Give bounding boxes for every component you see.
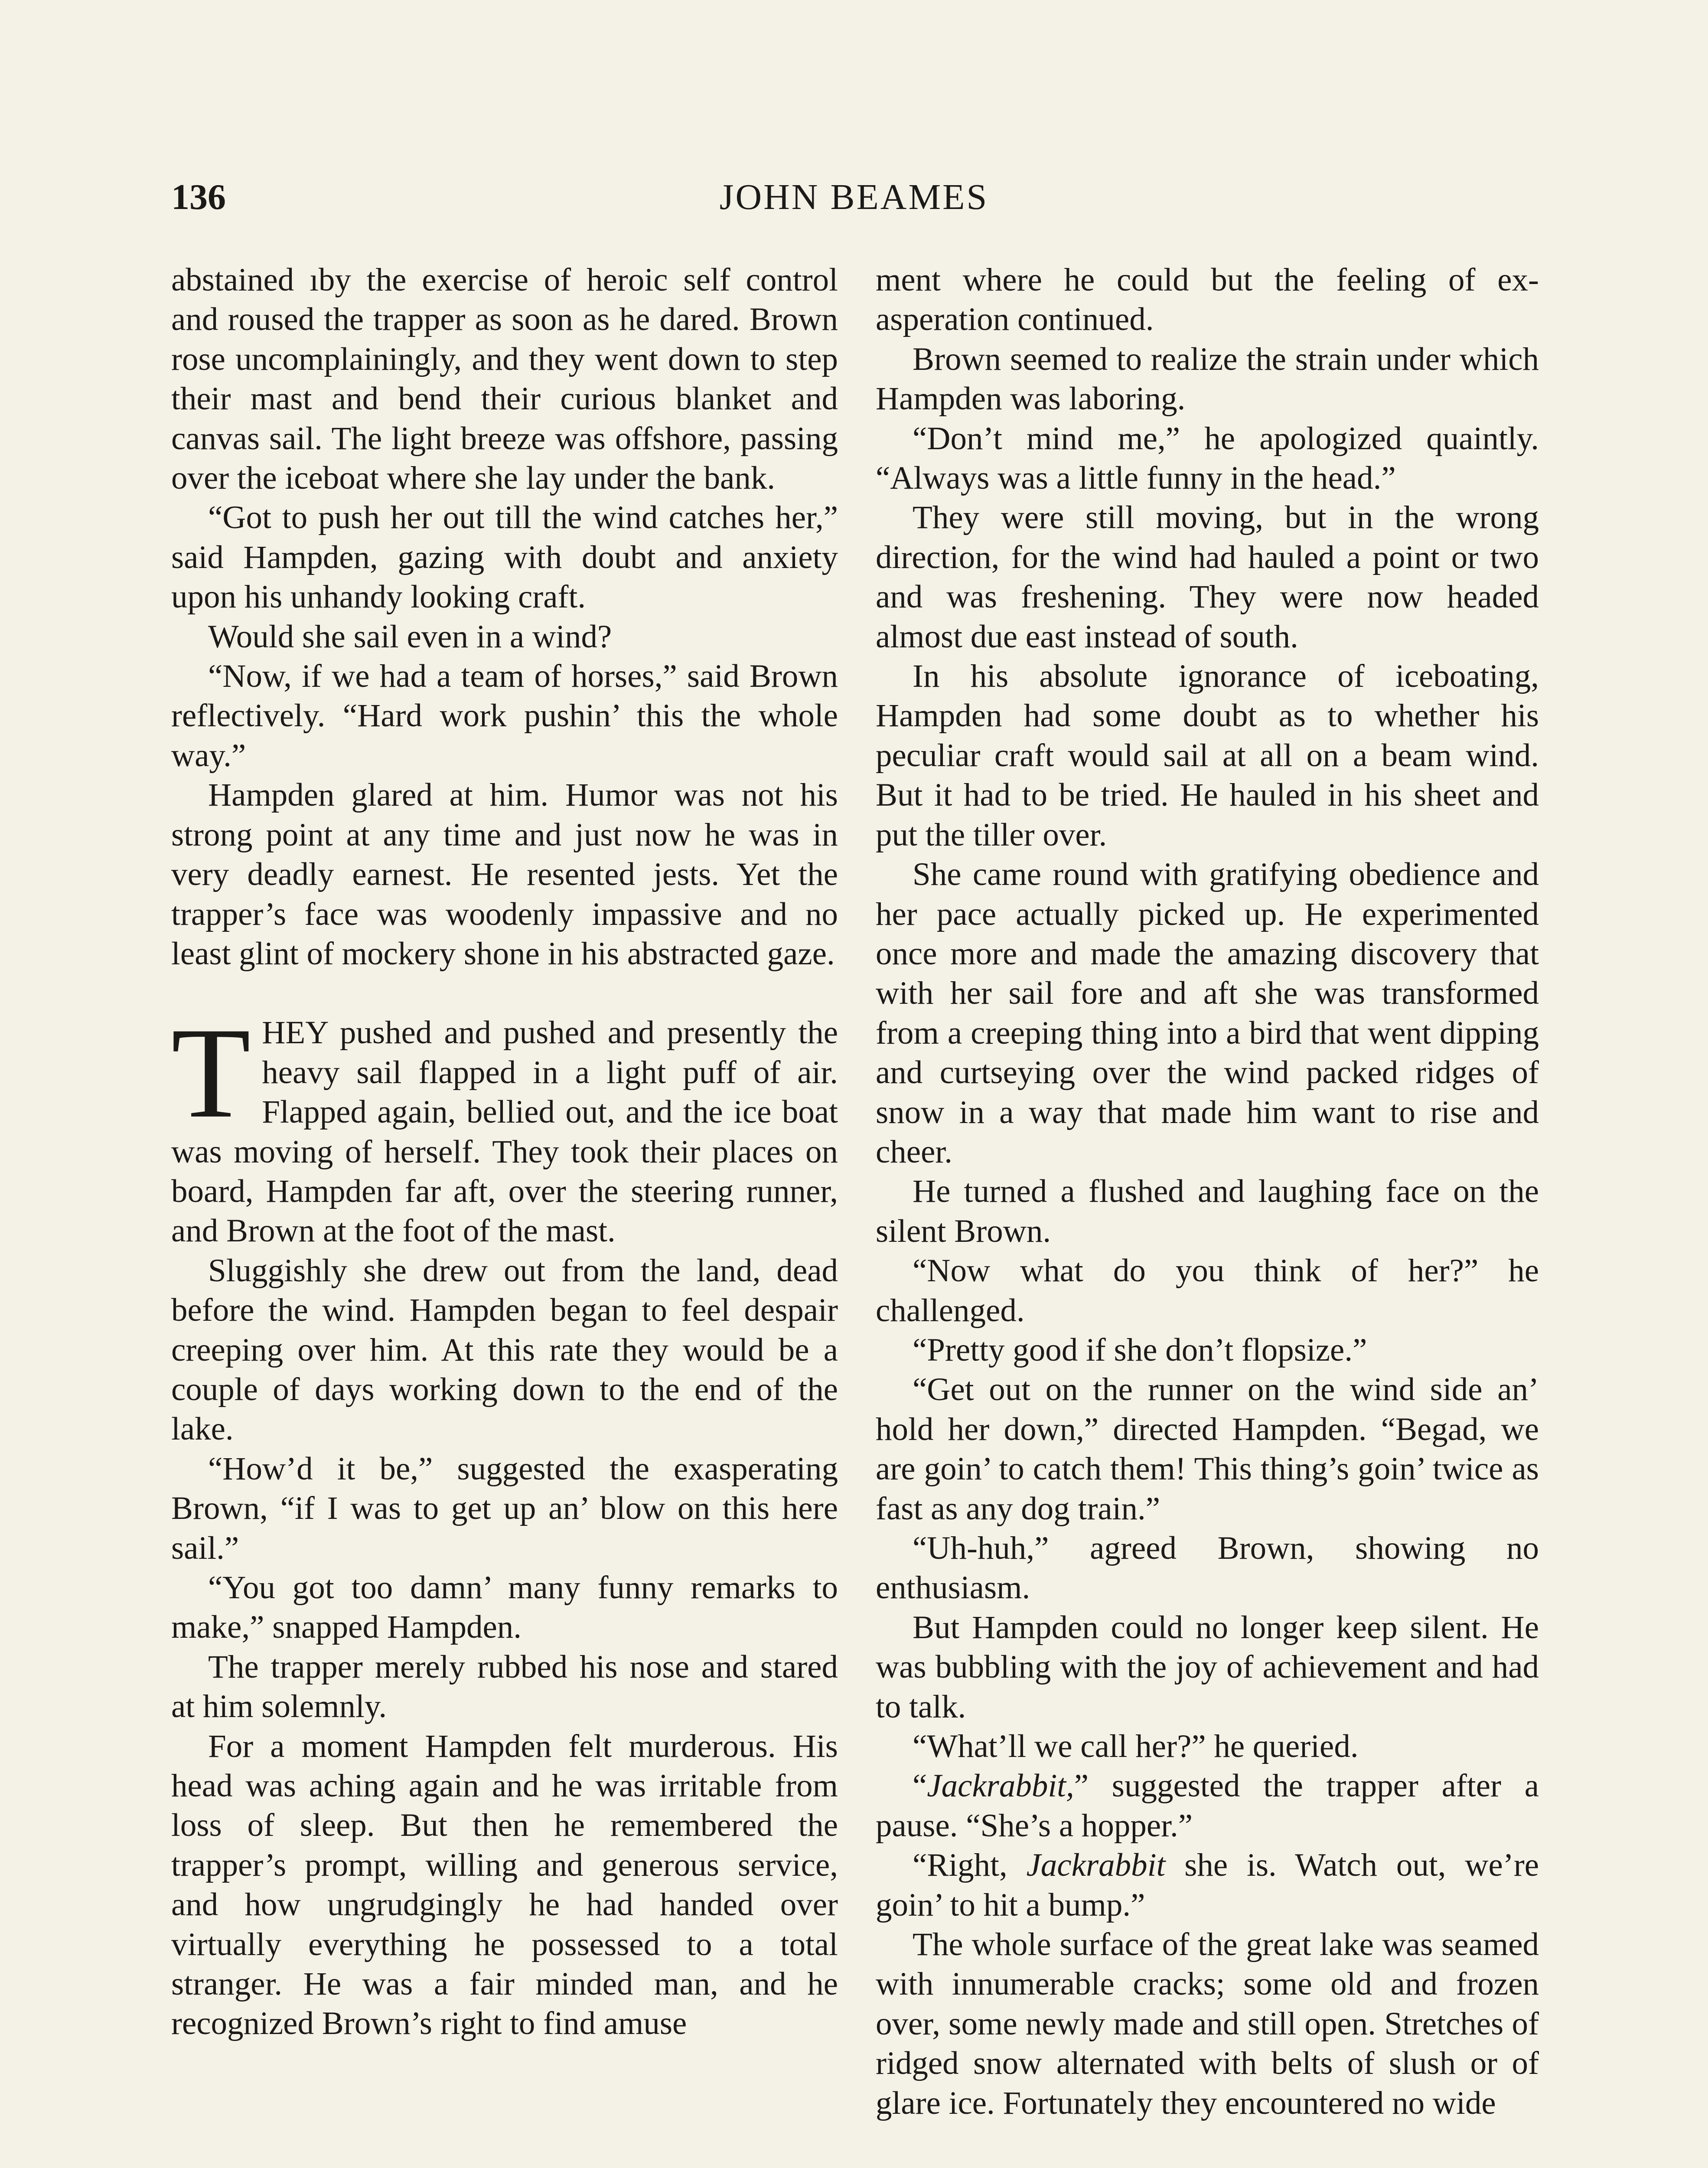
- paragraph: The trapper merely rubbed his nose and stared at him solemnly.: [171, 1649, 838, 1725]
- paragraph-jackrabbit-suggestion: [876, 1766, 1539, 1845]
- paragraph: But Hampden could no longer keep silent. He was bubbling with the joy of achievement and had to talk.: [876, 1609, 1539, 1725]
- paragraph: “Get out on the runner on the wind side an’ hold her down,” directed Hampden. “Begad, we are goin’ to catch them! This thing’s goin’ twice as fast as any dog train.”: [876, 1371, 1539, 1527]
- section-opening-paragraph: [171, 1001, 838, 1251]
- paragraph: “Now what do you think of her?” he challenged.: [876, 1253, 1539, 1329]
- paragraph: For a moment Hampden felt murderous. His head was aching again and he was irritable from loss of sleep. But then he remembered the trapper’s prompt, willing and generous service, and how ungrudgingly he had handed over virtually everything he possessed to a total stranger. He was a fair minded man, and he recognized Brown’s right to find amuse: [171, 1728, 838, 2042]
- paragraph: “Now, if we had a team of horses,” said Brown reflectively. “Hard work pushin’ this the whole way.”: [171, 658, 838, 774]
- paragraph-jackrabbit-reply: [876, 1845, 1539, 1925]
- paragraph: He turned a flushed and laughing face on the silent Brown.: [876, 1173, 1539, 1249]
- paragraph: “How’d it be,” suggested the exasperating Brown, “if I was to get up an’ blow on this here sail.”: [171, 1450, 838, 1566]
- paragraph: “You got too damn’ many funny remarks to make,” snapped Hampden.: [171, 1570, 838, 1646]
- paragraph: The whole surface of the great lake was seamed with innumerable cracks; some old and frozen over, some newly made and still open. Stretches of ridged snow alternated with belts of slush or of glare ice. Fortunately they encountered no wide: [876, 1926, 1539, 2121]
- paragraph-text: “Right,: [913, 1847, 1027, 1884]
- paragraph: abstained ıby the exercise of heroic self control and roused the trapper as soon as he dared. Brown rose uncomplainingly, and they went down to step their mast and bend their curious blanket and canvas sail. The light breeze was offshore, passing over the iceboat where she lay under the bank.: [171, 262, 838, 496]
- left-column: [171, 260, 838, 2168]
- right-column: [876, 260, 1539, 2168]
- paragraph-text: ” suggested the trapper after a pause. “She’s a hopper.”: [876, 1768, 1539, 1844]
- paragraph: ment where he could but the feeling of exasperation continued.: [876, 262, 1539, 338]
- drop-cap: T: [171, 1001, 251, 1145]
- section-opening-text: HEY pushed and pushed and presently the heavy sail flapped in a light puff of air. Flapped again, bellied out, and the ice boat was moving of herself. They took their places on board, Hampden far aft, over the steering runner, and Brown at the foot of the mast.: [171, 1015, 838, 1249]
- paragraph: “Pretty good if she don’t flopsize.”: [913, 1332, 1367, 1368]
- page-number: 136: [171, 177, 226, 217]
- paragraph: Would she sail even in a wind?: [208, 618, 612, 655]
- page-header: [171, 173, 1537, 221]
- paragraph-text: she is. Watch out, we’re goin’ to hit a bump.”: [876, 1847, 1539, 1923]
- paragraph: Brown seemed to realize the strain under which Hampden was laboring.: [876, 341, 1539, 417]
- paragraph: She came round with gratifying obedience and her pace actually picked up. He experimented once more and made the amazing discovery that with her sail fore and aft she was transformed from a creeping thing into a bird that went dipping and curtseying over the wind packed ridges of snow in a way that made him want to rise and cheer.: [876, 856, 1539, 1170]
- paragraph: “Don’t mind me,” he apologized quaintly. “Always was a little funny in the head.”: [876, 420, 1539, 496]
- quote-open: “: [913, 1768, 927, 1804]
- paragraph: “Uh-huh,” agreed Brown, showing no enthusiasm.: [876, 1530, 1539, 1606]
- paragraph: “What’ll we call her?” he queried.: [913, 1728, 1359, 1765]
- paragraph: “Got to push her out till the wind catches her,” said Hampden, gazing with doubt and anxiety upon his unhandy looking craft.: [171, 500, 838, 615]
- italic-name: Jackrabbit,: [927, 1768, 1074, 1804]
- paragraph: In his absolute ignorance of iceboating, Hampden had some doubt as to whether his peculiar craft would sail at all on a beam wind. But it had to be tried. He hauled in his sheet and put the tiller over.: [876, 658, 1539, 853]
- paragraph: Sluggishly she drew out from the land, dead before the wind. Hampden began to feel despair creeping over him. At this rate they would be a couple of days working down to the end of the lake.: [171, 1252, 838, 1447]
- paragraph: They were still moving, but in the wrong direction, for the wind had hauled a point or two and was freshening. They were now headed almost due east instead of south.: [876, 500, 1539, 655]
- italic-name: Jackrabbit: [1026, 1847, 1166, 1884]
- running-title: JOHN BEAMES: [719, 177, 989, 217]
- paragraph: Hampden glared at him. Humor was not his strong point at any time and just now he was in very deadly earnest. He resented jests. Yet the trapper’s face was woodenly impassive and no least glint of mockery shone in his abstracted gaze.: [171, 777, 838, 972]
